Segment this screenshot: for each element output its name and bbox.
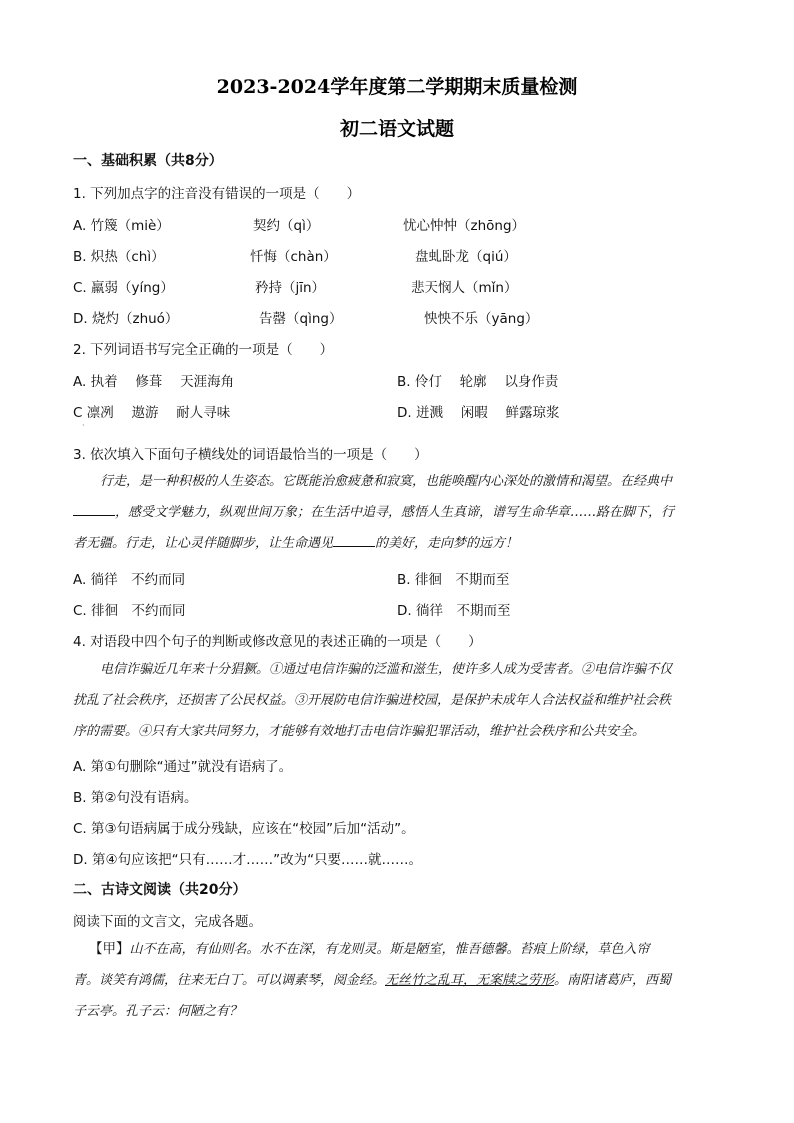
q4-passage-line-3: 序的需要。④只有大家共同努力，才能够有效地打击电信诈骗犯罪活动，维护社会秩序和公共安全。 [73,724,646,739]
q3-option-b: B. 徘徊 不期而至 [397,572,510,588]
exam-subtitle: 初二语文试题 [339,118,454,140]
q3-option-c: C. 徘徊 不约而同 [73,603,186,619]
q4-passage-line-2: 扰乱了社会秩序，还损害了公民权益。③开展防电信诈骗进校园，是保护未成年人合法权益和维护社会秩 [73,693,672,708]
jia-passage [73,934,718,1027]
q1-stem: 1. 下列加点字的注音没有错误的一项是（ ） [73,186,361,202]
q4-stem: 4. 对语段中四个句子的判断或修改意见的表述正确的一项是（ ） [73,634,482,650]
q1-option-a1: A. 竹篾（miè） [73,218,170,234]
q2-option-a: A. 执着 修葺 天涯海角 [73,374,235,390]
section2-intro: 阅读下面的文言文，完成各题。 [73,914,262,930]
q1-option-c2: 矜持（jīn） [255,280,326,296]
q1-option-b2: 忏悔（chàn） [250,249,337,265]
jia-underlined-sentence: 无丝竹之乱耳，无案牍之劳形 [385,973,555,988]
q3-option-d: D. 徜徉 不期而至 [397,603,511,619]
jia-label: 【甲】 [89,941,130,957]
q4-option-b: B. 第②句没有语病。 [73,790,198,806]
q1-option-d1: D. 烧灼（zhuó） [73,311,179,327]
q2-option-b: B. 伶仃 轮廓 以身作责 [397,374,559,390]
q3-blank-1 [73,503,115,516]
q1-option-b1: B. 炽热（chì） [73,249,165,265]
q1-option-b3: 盘虬卧龙（qiú） [415,249,517,265]
q1-option-c1: C. 羸弱（yíng） [73,280,174,296]
q4-passage-line-1: 电信诈骗近几年来十分猖獗。①通过电信诈骗的泛滥和滋生，使许多人成为受害者。②电信诈骗不仅 [100,662,673,677]
jia-line-2a: 青。谈笑有鸿儒，往来无白丁。可以调素琴，阅金经。 [73,973,386,988]
q3-passage-part-a: 行走，是一种积极的人生姿态。它既能治愈疲惫和寂寞，也能唤醒内心深处的激情和渴望。在经典中 [100,474,673,489]
q4-option-d: D. 第④句应该把“只有……才……”改为“只要……就……。 [73,852,423,868]
jia-line-1: 山不在高，有仙则名。水不在深，有龙则灵。斯是陋室，惟吾德馨。苔痕上阶绿，草色入帘 [129,942,650,957]
q4-passage [73,654,718,747]
q4-option-a: A. 第①句删除“通过”就没有语病了。 [73,759,293,775]
section2-heading: 二、古诗文阅读（共20分） [73,882,247,898]
q2-option-d: D. 迸溅 闲暇 鲜露琼浆 [397,405,560,421]
q2-stem: 2. 下列词语书写完全正确的一项是（ ） [73,342,334,358]
q1-option-c3: 悲天悯人（mǐn） [411,280,518,296]
jia-line-3: 子云亭。孔子云：何陋之有？ [73,1004,243,1019]
exam-title: 2023-2024学年度第二学期期末质量检测 [216,76,578,98]
stray-dot: · [82,421,85,430]
q1-option-a2: 契约（qì） [253,218,320,234]
q3-passage [73,466,718,559]
q3-passage-part-b: ，感受文学魅力，纵观世间万象；在生活中追寻，感悟人生真谛，谱写生命华章……路在脚下，行 [115,505,675,520]
section1-heading: 一、基础积累（共8分） [73,153,223,169]
q3-passage-part-d: 的美好，走向梦的远方！ [375,536,519,551]
q3-blank-2 [333,534,375,547]
jia-line-2b: 。南阳诸葛庐，西蜀 [554,973,672,988]
q4-option-c: C. 第③句语病属于成分残缺，应该在“校园”后加“活动”。 [73,821,415,837]
q3-passage-part-c: 者无疆。行走，让心灵伴随脚步，让生命遇见 [73,536,334,551]
q3-option-a: A. 徜徉 不约而同 [73,572,186,588]
q1-option-d3: 怏怏不乐（yāng） [424,311,539,327]
q1-option-a3: 忧心忡忡（zhōng） [403,218,526,234]
q2-option-c: C 凛冽 遨游 耐人寻味 [73,405,231,421]
q1-option-d2: 告罄（qìng） [259,311,343,327]
q3-stem: 3. 依次填入下面句子横线处的词语最恰当的一项是（ ） [73,447,428,463]
